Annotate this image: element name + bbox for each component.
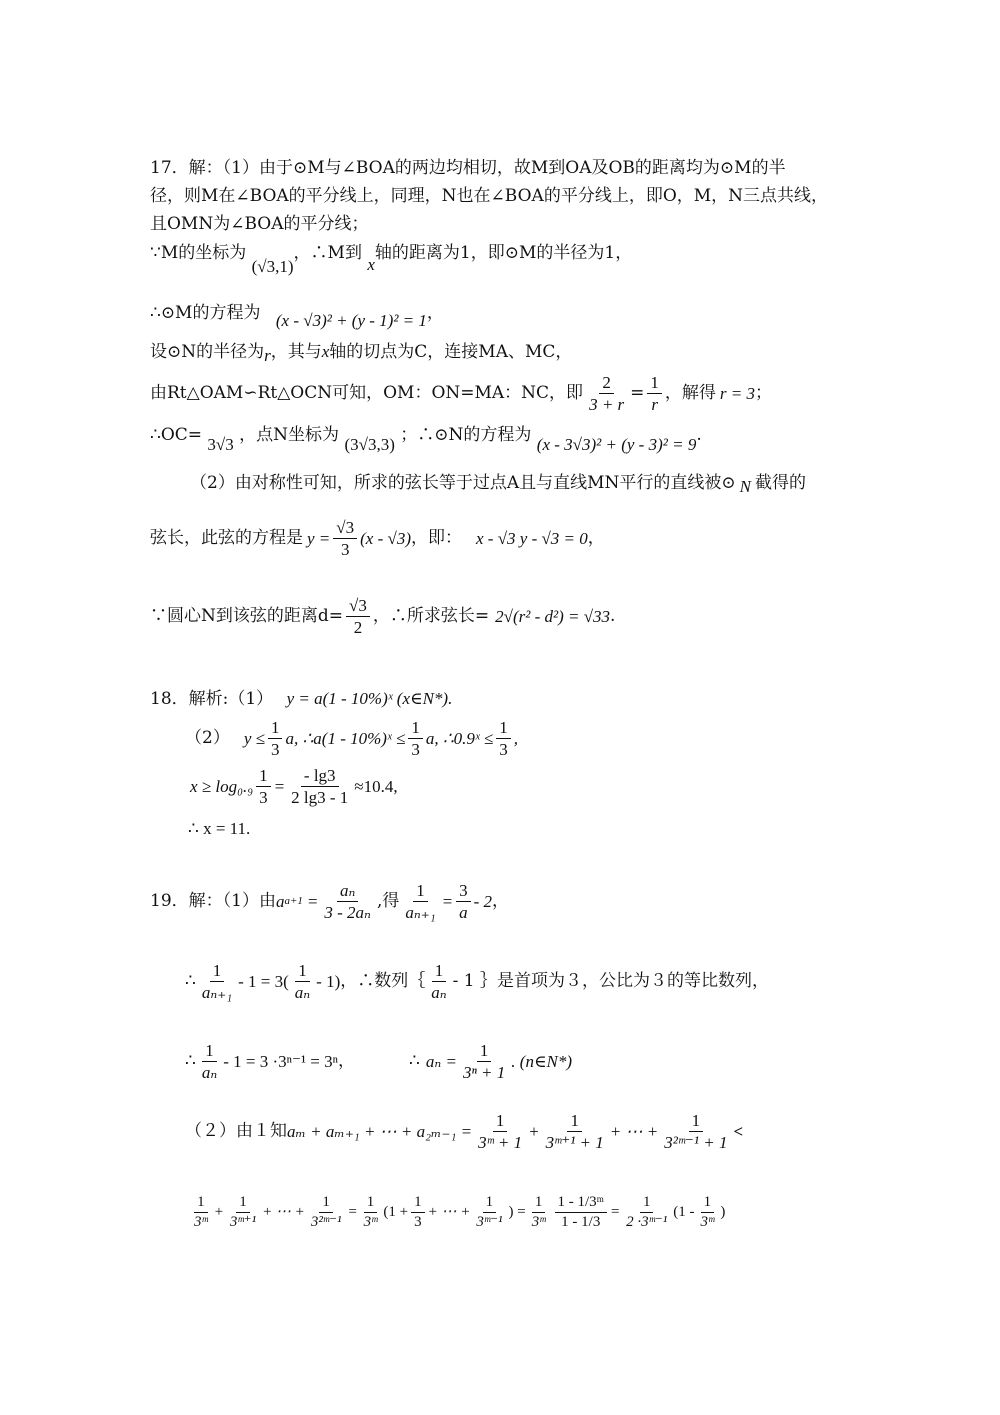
p17-text: ∴⊙M的方程为 [150,303,261,323]
p17-text: 弦长，此弦的方程是 [150,527,303,548]
frac-num: 1 [689,1112,704,1132]
math-fraction [408,719,423,758]
math-fraction [199,962,235,1001]
p19-text: （２）由１知 [185,1120,287,1141]
frac-num: 1 [411,1195,425,1213]
frac-den: aₙ [201,1062,218,1082]
p17-line11 [150,588,615,644]
frac-num: 2 [599,374,614,394]
math-var: N [739,477,751,496]
math-fraction [473,1195,505,1230]
frac-den: 3²ᵐ⁻¹ [310,1213,342,1230]
frac-den: aₙ₊₁ [201,982,233,1002]
p19-line4 [185,1106,743,1156]
frac-den: 3 [259,787,268,807]
frac-den: 3²ᵐ⁻¹ + 1 [664,1132,728,1152]
frac-den: 3ᵐ + 1 [478,1132,523,1152]
frac-num: 1 [532,1195,546,1213]
math-var: x [321,342,330,361]
frac-den: 3 [414,1213,422,1230]
math-expr: a, ∴a(1 - 10%)ˣ ≤ [285,728,406,748]
math-op: < [733,1121,744,1141]
frac-den: 3ᵐ⁺¹ + 1 [545,1132,604,1152]
math-fraction [268,719,283,758]
frac-num: 1 [647,374,662,394]
math-subscript: a+1 [284,894,303,907]
math-fraction [496,719,511,758]
math-fraction [199,1042,220,1081]
math-op: + ⋯ + [262,1203,305,1220]
frac-num: 1 [319,1195,333,1213]
frac-num: - lg3 [301,767,339,787]
math-fraction [647,374,662,413]
frac-num: 1 [477,1042,492,1062]
p17-line6 [150,342,573,365]
frac-num: 1 - 1/3ᵐ [555,1195,608,1213]
frac-num: 1 [236,1195,250,1213]
math-fraction [460,1042,508,1081]
math-y: y = [307,528,331,548]
p17-text: 径，则M在∠BOA的平分线上，同理，N也在∠BOA的平分线上，即O，M，N三点共线， [150,186,829,206]
frac-den: 3ᵐ [700,1213,715,1230]
frac-num: 1 [496,719,511,739]
p19-text: ，∴数列｛ [340,970,426,991]
p17-line10 [150,510,605,566]
p17-text: ，∴所求弦长= [372,605,490,626]
math-fraction [346,597,370,636]
frac-den: 1 - 1/3 [561,1213,601,1230]
p17-text: 轴的切点为C，连接MA、MC， [329,342,573,362]
p17-text: . [610,605,616,626]
p17-text: （2）由对称性可知，所求的弦长等于过点A且与直线MN平行的直线被⊙ [190,473,736,493]
math-fraction [623,1195,670,1230]
math-expr: ≈10.4, [354,776,398,796]
p19-text: ∴ [409,1050,420,1071]
p17-text: 17．解：（1）由于⊙M与∠BOA的两边均相切，故M到OA及OB的距离均为⊙M的半 [150,158,786,178]
p19-text: ,得 [376,890,400,911]
math-expr: a, ∴0.9ˣ ≤ [425,728,494,748]
p19-line2 [185,956,769,1006]
math-eq: = [347,1203,358,1220]
math-var: x [367,255,375,274]
math-fraction [308,1195,345,1230]
p17-text: ∴OC= [150,425,203,445]
p17-text: ； [755,382,772,403]
frac-den: 2 lg3 - 1 [291,787,349,807]
frac-den: 2 [353,617,363,637]
frac-den: 3ᵐ [363,1213,378,1230]
p17-line8 [150,425,702,454]
frac-den: 3ⁿ + 1 [462,1062,506,1082]
p18-line4 [188,820,250,838]
p19-text: 19．解：（1）由 [150,890,276,911]
frac-den: aₙ [294,982,311,1002]
math-expr: - 1 = 3( [238,971,289,991]
p17-text: 且OMN为∠BOA的平分线； [150,214,369,234]
math-expr: - 1) [316,971,341,991]
math-eq: = [306,891,319,911]
math-eq: = [441,891,454,911]
math-expr: (1 - [673,1203,695,1220]
math-fraction [456,882,471,921]
frac-den: 3 + r [589,394,625,414]
frac-den: aₙ₊₁ [405,902,436,922]
math-var: a [275,891,285,911]
frac-num: 1 [640,1195,654,1213]
frac-den: aₙ [431,982,447,1002]
math-circle-m-eq: (x - √3)² + (y - 1)² = 1 [275,311,427,330]
frac-num: 3 [456,882,471,902]
math-fraction [227,1195,259,1230]
math-fraction [698,1195,718,1230]
p17-line9 [190,473,806,496]
p18-text: （2） [185,727,230,748]
p19-line1 [150,876,509,926]
math-chord-length: 2√(r² - d²) = √33 [495,606,611,626]
math-expr: - 1 = 3 ·3ⁿ⁻¹ = 3ⁿ [223,1051,338,1071]
math-eq: = [610,1203,621,1220]
math-expr: aₙ = [425,1051,457,1071]
p17-text: ，∴M到 [293,243,362,263]
math-fraction [475,1112,525,1151]
math-fraction [321,882,374,921]
frac-num: 1 [483,1195,497,1213]
math-fraction [555,1195,608,1230]
frac-den: 3 - 2aₙ [324,902,371,922]
p17-text: 截得的 [754,473,806,493]
p17-line7 [150,370,772,416]
p19-text: ， [338,1050,355,1071]
p17-line3 [150,216,369,233]
frac-num: 1 [268,719,283,739]
p17-text: ∵圆心N到该弦的距离d= [150,605,344,626]
frac-num: √3 [346,597,370,617]
p19-line3 [185,1036,572,1086]
math-fraction [292,962,313,1001]
frac-num: 1 [408,719,423,739]
math-chord-eq: x - √3 y - √3 = 0 [475,528,588,548]
math-expr: (x - √3) [360,528,411,548]
frac-den: 3ᵐ [531,1213,546,1230]
math-expr: (1 + [383,1203,409,1220]
p18-line3 [190,764,398,808]
math-fraction [529,1195,549,1230]
frac-num: 1 [210,962,225,982]
frac-num: 1 [493,1112,508,1132]
math-point-n: (3√3,3) [344,435,395,454]
math-expr: y ≤ [243,728,265,748]
frac-num: 1 [194,1195,208,1213]
p17-text: 轴的距离为1，即⊙M的半径为1， [374,243,633,263]
math-op: + [213,1203,224,1220]
p17-text: ， [426,303,444,323]
frac-den: r [651,394,658,414]
p19-text: ∴ [185,1050,196,1071]
p17-text: 设⊙N的半径为 [150,342,265,362]
p17-text: ；∴⊙N的方程为 [400,425,532,445]
p17-text: 由Rt△OAM∽Rt△OCN可知，OM：ON=MA：NC，即 [150,382,584,403]
math-point-m: (√3,1) [251,257,294,276]
p18-text: 18．解析:（1） [150,689,274,709]
p19-text: ， [492,890,510,911]
frac-num: aₙ [337,882,358,902]
p17-text: ，解得 [664,382,716,403]
math-fraction [411,1195,425,1230]
math-fraction [333,519,357,558]
math-expr: - 2 [473,891,493,911]
frac-den: a [459,902,468,922]
p17-line4 [150,243,633,276]
p19-line5 [188,1168,725,1256]
p17-text: ，其与 [270,342,322,362]
math-eq: = [273,776,286,796]
math-expr: ) [720,1203,726,1220]
math-circle-n-eq: (x - 3√3)² + (y - 3)² = 9 [536,435,697,454]
frac-den: 3 [499,739,508,759]
p17-line5 [150,303,444,330]
frac-den: 3 [270,739,280,759]
p19-text: ∴ [185,970,196,991]
p19-text: - 1 ｝是首项为３，公比为３的等比数列， [452,970,770,991]
p17-text: ∵M的坐标为 [150,243,247,263]
math-fraction [661,1112,730,1151]
frac-num: √3 [333,519,357,539]
math-fraction [402,882,438,921]
frac-den: 3ᵐ [194,1213,208,1230]
p17-line1 [150,160,786,177]
math-r-value: r = 3 [719,383,755,403]
frac-den: 2 ·3ᵐ⁻¹ [626,1213,668,1230]
frac-den: 3 [411,739,420,759]
p17-text: . [696,425,702,445]
math-expr: ∴ x = 11. [188,819,251,838]
math-oc: 3√3 [207,435,234,454]
math-fraction [288,767,351,806]
frac-num: 1 [364,1195,378,1213]
math-eq: = [630,382,645,403]
frac-num: 1 [202,1042,217,1062]
frac-num: 1 [567,1112,582,1132]
frac-den: 3 [340,539,350,559]
math-op: + ⋯ + [609,1121,659,1141]
math-op: + [528,1121,540,1141]
math-expr: . (n∈N*) [511,1051,573,1071]
p17-line2 [150,188,828,205]
math-fraction [543,1112,607,1151]
p17-text: ， [587,527,605,548]
math-fraction [361,1195,381,1230]
math-fraction [256,767,271,806]
math-expr: ) = [508,1203,526,1220]
frac-num: 1 [413,882,428,902]
frac-den: 3ᵐ⁺¹ [229,1213,257,1230]
p17-text: ，点N坐标为 [239,425,340,445]
p17-text: ，即： [410,527,462,548]
p18-line2 [185,716,518,760]
math-expr: y = a(1 - 10%)ˣ (x∈N*). [286,689,453,708]
math-fraction [191,1195,211,1230]
math-expr: aₘ + aₘ₊₁ + ⋯ + a₂ₘ₋₁ = [287,1121,473,1141]
math-expr: x ≥ log₀.₉ [190,776,254,796]
frac-num: 1 [295,962,310,982]
frac-den: 3ᵐ⁻¹ [476,1213,503,1230]
math-fraction [428,962,449,1001]
math-expr: , [513,728,519,748]
frac-num: 1 [256,767,271,787]
math-var: r [264,346,271,365]
p18-line1 [150,690,452,708]
frac-num: 1 [432,962,447,982]
math-fraction [586,374,627,413]
math-op: + ⋯ + [427,1203,471,1220]
frac-num: 1 [701,1195,715,1213]
